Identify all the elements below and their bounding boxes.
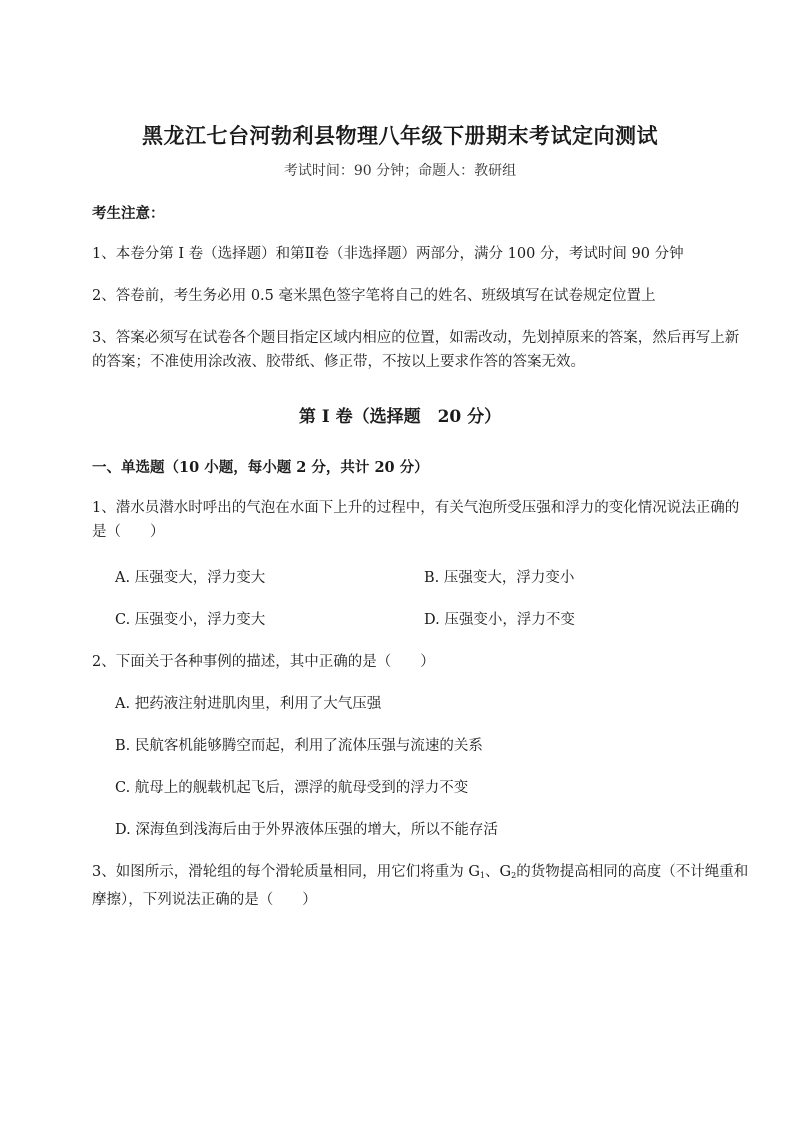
stem-text: 、G: [485, 864, 512, 880]
section-title: 第 I 卷（选择题 20 分）: [298, 407, 502, 427]
question-option: B. 民航客机能够腾空而起，利用了流体压强与流速的关系: [115, 738, 483, 754]
subscript: 2: [511, 871, 517, 880]
question-option: A. 压强变大，浮力变大: [115, 570, 266, 586]
stem-text: 的货物提高相同的高度（不计绳重和摩擦），下列说法正确的是（ ）: [92, 864, 749, 908]
question-option: A. 把药液注射进肌肉里，利用了大气压强: [115, 696, 382, 712]
note-item: 3、答案必须写在试卷各个题目指定区域内相应的位置，如需改动，先划掉原来的答案，然后再写上新的答案；不准使用涂改液、胶带纸、修正带，不按以上要求作答的答案无效。: [92, 330, 740, 370]
question-option: D. 深海鱼到浅海后由于外界液体压强的增大，所以不能存活: [115, 822, 498, 838]
question-option: D. 压强变小，浮力不变: [424, 612, 575, 628]
question-stem: 1、潜水员潜水时呼出的气泡在水面下上升的过程中，有关气泡所受压强和浮力的变化情况说法正确的是（ ）: [92, 500, 740, 540]
question-option: C. 压强变小，浮力变大: [115, 612, 266, 628]
note-item: 1、本卷分第 I 卷（选择题）和第Ⅱ卷（非选择题）两部分，满分 100 分，考试时间 90 分钟: [92, 246, 684, 262]
page-title: 黑龙江七台河勃利县物理八年级下册期末考试定向测试: [142, 123, 658, 148]
question-option: C. 航母上的舰载机起飞后，漂浮的航母受到的浮力不变: [115, 780, 469, 796]
question-stem: [92, 860, 752, 912]
question-stem: 2、下面关于各种事例的描述，其中正确的是（ ）: [92, 654, 435, 670]
question-option: B. 压强变大，浮力变小: [424, 570, 575, 586]
part-heading: 一、单选题（10 小题，每小题 2 分，共计 20 分）: [92, 459, 429, 476]
subscript: 1: [479, 871, 486, 880]
notes-heading: 考生注意：: [92, 205, 165, 222]
note-item: 2、答卷前，考生务必用 0.5 毫米黑色签字笔将自己的姓名、班级填写在试卷规定位置上: [92, 288, 656, 304]
stem-text: 3、如图所示，滑轮组的每个滑轮质量相同，用它们将重为 G: [92, 864, 480, 880]
exam-subtitle: 考试时间：90 分钟；命题人：教研组: [283, 163, 517, 179]
